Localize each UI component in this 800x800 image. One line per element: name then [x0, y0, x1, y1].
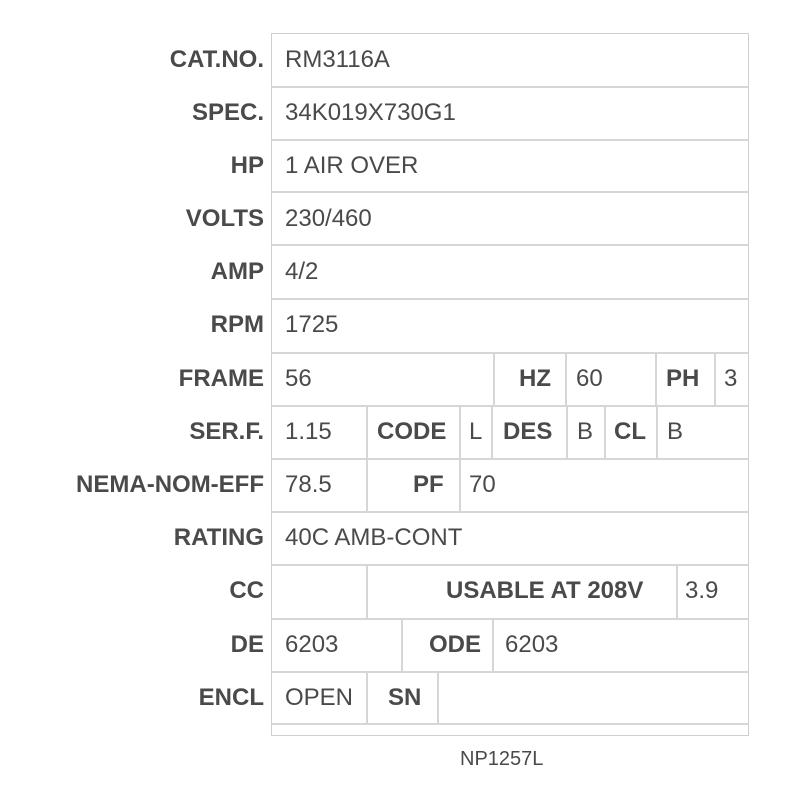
- col-divider: [656, 405, 658, 458]
- row-divider: [271, 352, 749, 354]
- row-divider: [271, 298, 749, 300]
- row-divider: [271, 191, 749, 193]
- label-encl: ENCL: [198, 684, 264, 711]
- col-divider: [437, 671, 439, 723]
- value-amp: 4/2: [285, 258, 319, 285]
- footer-part-number: NP1257L: [460, 748, 544, 770]
- label-rpm: RPM: [210, 311, 264, 338]
- label-cat-no: CAT.NO.: [169, 46, 264, 73]
- value-pf: 70: [469, 471, 496, 498]
- value-cl: B: [667, 418, 684, 445]
- value-hp: 1 AIR OVER: [285, 152, 419, 179]
- label-hp: HP: [230, 152, 264, 179]
- label-frame: FRAME: [178, 365, 264, 392]
- label-pf: PF: [413, 471, 444, 498]
- row-divider: [271, 244, 749, 246]
- col-divider: [566, 405, 568, 458]
- row-divider: [271, 618, 749, 620]
- value-encl: OPEN: [285, 684, 354, 711]
- value-hz: 60: [576, 365, 603, 392]
- col-divider: [714, 352, 716, 405]
- value-nema-nom-eff: 78.5: [285, 471, 332, 498]
- row-divider: [271, 723, 749, 725]
- label-cc: CC: [229, 577, 264, 604]
- value-serf: 1.15: [285, 418, 332, 445]
- label-volts: VOLTS: [185, 205, 264, 232]
- label-hz: HZ: [519, 365, 551, 392]
- col-divider: [366, 458, 368, 511]
- label-des: DES: [503, 418, 553, 445]
- col-divider: [676, 564, 678, 618]
- label-de: DE: [230, 631, 264, 658]
- value-frame: 56: [285, 365, 312, 392]
- row-divider: [271, 405, 749, 407]
- label-sn: SN: [388, 684, 422, 711]
- col-divider: [565, 352, 567, 405]
- value-rating: 40C AMB-CONT: [285, 524, 463, 551]
- row-divider: [271, 139, 749, 141]
- value-ode: 6203: [505, 631, 559, 658]
- value-usable-at-208v: 3.9: [685, 577, 719, 604]
- col-divider: [655, 352, 657, 405]
- label-ph: PH: [666, 365, 700, 392]
- row-divider: [271, 458, 749, 460]
- label-amp: AMP: [210, 258, 264, 285]
- col-divider: [366, 671, 368, 723]
- label-ode: ODE: [429, 631, 482, 658]
- col-divider: [366, 564, 368, 618]
- col-divider: [493, 352, 495, 405]
- col-divider: [492, 618, 494, 671]
- value-cat-no: RM3116A: [285, 46, 390, 73]
- col-divider: [459, 405, 461, 458]
- col-divider: [604, 405, 606, 458]
- value-code: L: [469, 418, 483, 445]
- value-rpm: 1725: [285, 311, 339, 338]
- label-spec: SPEC.: [191, 99, 264, 126]
- row-divider: [271, 671, 749, 673]
- value-ph: 3: [724, 365, 738, 392]
- row-divider: [271, 86, 749, 88]
- col-divider: [491, 405, 493, 458]
- label-serf: SER.F.: [189, 418, 264, 445]
- row-divider: [271, 511, 749, 513]
- value-volts: 230/460: [285, 205, 372, 232]
- label-cl: CL: [614, 418, 646, 445]
- label-usable-at-208v: USABLE AT 208V: [446, 577, 644, 604]
- col-divider: [401, 618, 403, 671]
- col-divider: [459, 458, 461, 511]
- value-de: 6203: [285, 631, 339, 658]
- value-des: B: [577, 418, 594, 445]
- label-code: CODE: [377, 418, 447, 445]
- label-nema-nom-eff: NEMA-NOM-EFF: [76, 471, 264, 498]
- col-divider: [366, 405, 368, 458]
- value-spec: 34K019X730G1: [285, 99, 456, 126]
- label-rating: RATING: [173, 524, 264, 551]
